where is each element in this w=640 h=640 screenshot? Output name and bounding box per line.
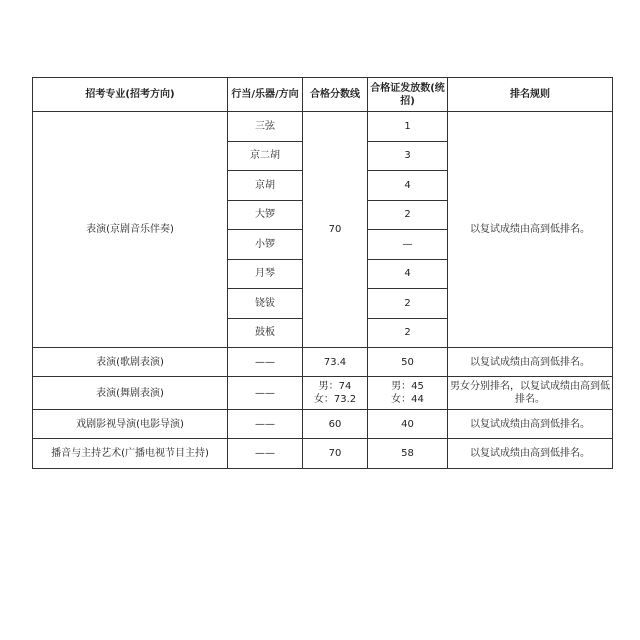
score-female: 女：73.2 — [313, 394, 357, 405]
count-cell: 58 — [368, 439, 448, 469]
major-cell: 表演(舞剧表演) — [33, 377, 228, 410]
rule-cell: 以复试成绩由高到低排名。 — [448, 112, 613, 348]
header-major: 招考专业(招考方向) — [33, 78, 228, 112]
instrument-cell: 大锣 — [228, 200, 303, 230]
score-cell: 60 — [303, 410, 368, 439]
count-male: 男：45 — [391, 381, 424, 392]
count-cell: 2 — [368, 200, 448, 230]
count-cell: 4 — [368, 171, 448, 201]
header-score: 合格分数线 — [303, 78, 368, 112]
major-cell: 表演(京剧音乐伴奏) — [33, 112, 228, 348]
rule-cell: 以复试成绩由高到低排名。 — [448, 439, 613, 469]
table-row — [33, 410, 613, 439]
admission-score-table — [32, 77, 613, 469]
major-cell: 播音与主持艺术(广播电视节目主持) — [33, 439, 228, 469]
role-cell: —— — [228, 410, 303, 439]
header-role: 行当/乐器/方向 — [228, 78, 303, 112]
header-row — [33, 78, 613, 112]
instrument-cell: 小锣 — [228, 230, 303, 260]
rule-cell: 以复试成绩由高到低排名。 — [448, 410, 613, 439]
rule-cell: 男女分别排名，以复试成绩由高到低排名。 — [448, 377, 613, 410]
instrument-cell: 铙钹 — [228, 289, 303, 319]
count-cell: 2 — [368, 318, 448, 348]
instrument-cell: 京二胡 — [228, 141, 303, 171]
count-cell: 2 — [368, 289, 448, 319]
count-cell — [368, 377, 448, 410]
table-row — [33, 439, 613, 469]
count-cell: 1 — [368, 112, 448, 142]
count-cell: 40 — [368, 410, 448, 439]
instrument-cell: 月琴 — [228, 259, 303, 289]
count-cell: — — [368, 230, 448, 260]
rule-cell: 以复试成绩由高到低排名。 — [448, 348, 613, 377]
table-row — [33, 112, 613, 142]
role-cell: —— — [228, 439, 303, 469]
score-cell: 70 — [303, 439, 368, 469]
score-male: 男：74 — [318, 381, 352, 392]
count-cell: 4 — [368, 259, 448, 289]
count-cell: 3 — [368, 141, 448, 171]
instrument-cell: 京胡 — [228, 171, 303, 201]
major-cell: 表演(歌剧表演) — [33, 348, 228, 377]
major-cell: 戏剧影视导演(电影导演) — [33, 410, 228, 439]
header-count: 合格证发放数(统招) — [368, 78, 448, 112]
score-cell: 73.4 — [303, 348, 368, 377]
header-rule: 排名规则 — [448, 78, 613, 112]
role-cell: —— — [228, 377, 303, 410]
count-female: 女：44 — [391, 394, 424, 405]
instrument-cell: 三弦 — [228, 112, 303, 142]
table-row — [33, 348, 613, 377]
instrument-cell: 鼓板 — [228, 318, 303, 348]
score-cell: 70 — [303, 112, 368, 348]
table-row — [33, 377, 613, 410]
role-cell: —— — [228, 348, 303, 377]
score-cell — [303, 377, 368, 410]
count-cell: 50 — [368, 348, 448, 377]
